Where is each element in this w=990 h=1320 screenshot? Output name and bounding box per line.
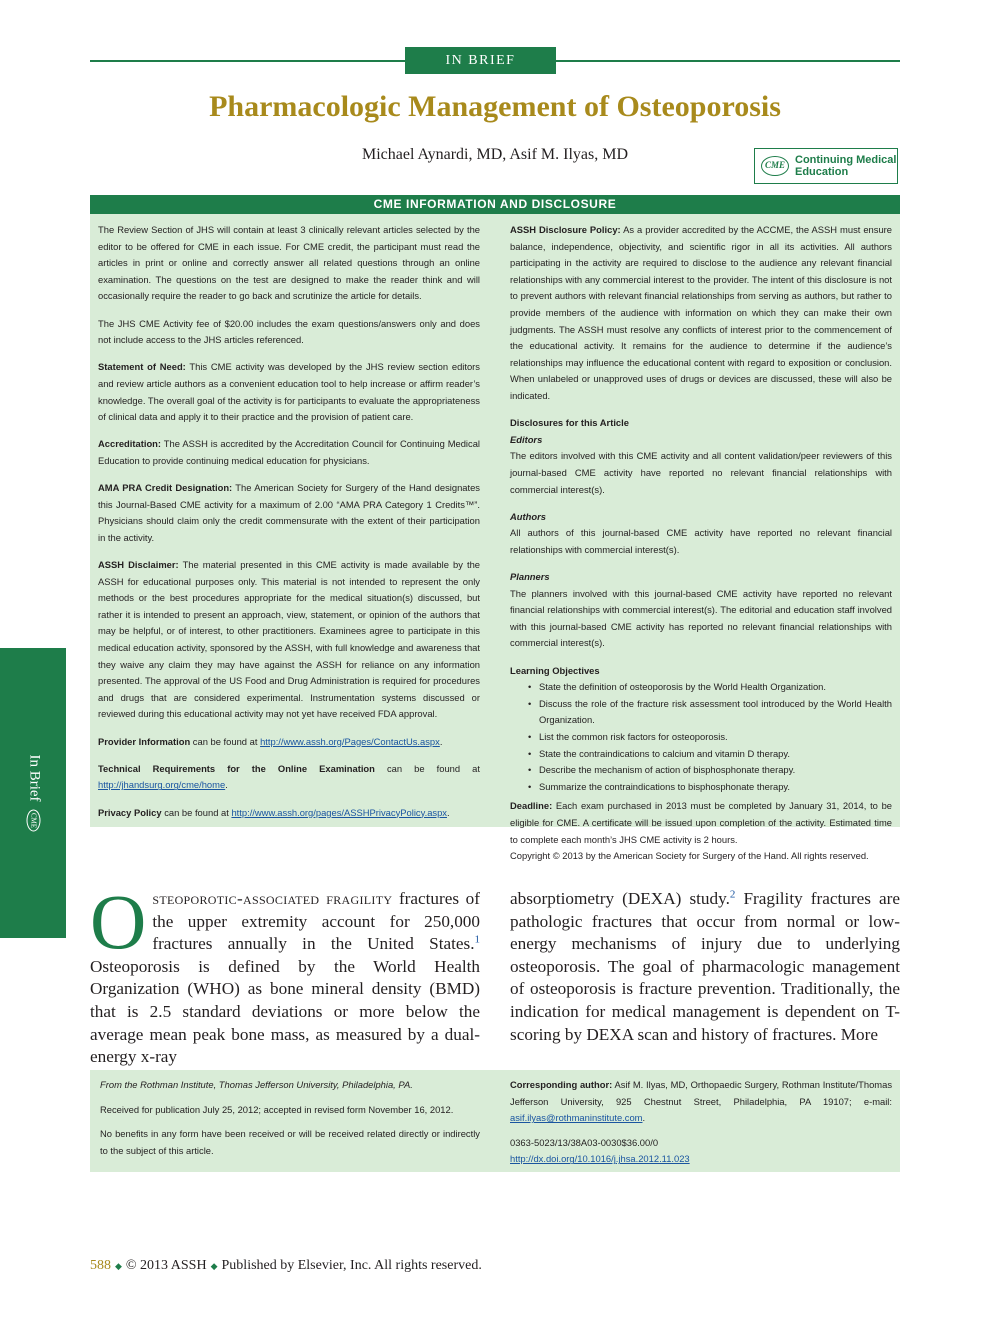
disclosure-label: ASSH Disclosure Policy: (510, 224, 621, 235)
cme-badge-text (795, 154, 896, 178)
side-cme-icon: CME (27, 810, 41, 832)
ama-label: AMA PRA Credit Designation: (98, 482, 233, 494)
editors-heading: Editors (510, 433, 543, 445)
page-footer (90, 1258, 482, 1274)
ama-credit (98, 480, 480, 546)
page-number: 588 (90, 1258, 111, 1273)
article-title: Pharmacologic Management of Osteoporosis (209, 90, 781, 123)
footnote-panel (90, 1070, 900, 1172)
list-item: • State the contraindications to calcium and vitamin D therapy. (510, 746, 892, 763)
diamond-icon: ◆ (115, 1261, 122, 1271)
privacy-label: Privacy Policy (98, 806, 162, 818)
benefits-statement: No benefits in any form have been received or will be received related directly or indirectly to the subject of this article. (100, 1128, 480, 1156)
disclosures-heading: Disclosures for this Article (510, 417, 629, 429)
fee-text: The JHS CME Activity fee of $20.00 includes the exam questions/answers only and does not include access to the JHS articles referenced. (98, 317, 480, 346)
list-item: • List the common risk factors for osteoporosis. (510, 729, 892, 746)
cme-badge (754, 148, 898, 184)
disclaimer-text: The material presented in this CME activity is made available by the ASSH for educational purposes only. This material is not intended to represent the only methods or the best procedures appropriate for the medical situation(s) discussed, but rather it is intended to present an approach, view, statement, or opinion of the authors that may be helpful, or of interest, to other practitioners. Examinees agree to participate in this medical education activity, sponsored by the ASSH, with full knowledge and awareness that they waive any claim they may have against the ASSH for reliance on any information presented. The approval of the US Food and Drug Administration is required for procedures and drugs that are considered experimental. Instrumentation systems discussed or reviewed during this educational activity may not yet have received FDA approval. (98, 559, 480, 720)
disclaimer-label: ASSH Disclaimer: (98, 559, 179, 571)
list-item: • Summarize the contraindications to bisphosphonate therapy. (510, 779, 892, 796)
need-label: Statement of Need: (98, 361, 186, 373)
body-column-left (90, 878, 480, 1069)
tech-end: . (225, 779, 228, 791)
authors-text: All authors of this journal-based CME activity have reported no relevant financial relationships with commercial interest(s). (510, 527, 892, 555)
provider-link[interactable]: http://www.assh.org/Pages/ContactUs.aspx (260, 735, 440, 747)
body-text-1a: fractures of the upper extremity account for 250,000 fractures annually in the United States. (152, 889, 480, 954)
body-text-1b: Osteoporosis is defined by the World Health Organization (WHO) as bone mineral density (BMD) that is 2.5 standard deviations or more below the average mean peak bone mass, as measured by a dual-energy x-ray (90, 956, 480, 1067)
privacy-text: can be found at (161, 806, 232, 818)
doi-link[interactable]: http://dx.doi.org/10.1016/j.jhsa.2012.11.023 (510, 1153, 690, 1165)
deadline-text: Each exam purchased in 2013 must be completed by January 31, 2014, to be eligible for CME. A certificate will be issued upon completion of the activity. Estimated time to complete each month’s JHS CME activity is 2 hours. (510, 800, 892, 845)
cme-badge-line1: Continuing Medical (795, 154, 897, 166)
objectives-list (510, 679, 892, 795)
cme-panel-left-column (98, 222, 480, 821)
received-date: Received for publication July 25, 2012; accepted in revised form November 16, 2012. (100, 1103, 454, 1115)
panel-copyright: Copyright © 2013 by the American Society for Surgery of the Hand. All rights reserved. (510, 850, 869, 862)
technical-requirements (98, 761, 480, 794)
provider-text: can be found at (190, 735, 261, 747)
footnote-left (100, 1077, 480, 1159)
tech-label: Technical Requirements for the Online Examination (98, 762, 375, 774)
provider-label: Provider Information (98, 735, 191, 747)
list-item: • Describe the mechanism of action of bisphosphonate therapy. (510, 762, 892, 779)
tech-text: can be found at (374, 762, 480, 774)
drop-cap: O (90, 878, 147, 965)
corr-end: . (642, 1112, 646, 1124)
footer-publisher: Published by Elsevier, Inc. All rights reserved. (221, 1258, 482, 1273)
diamond-icon: ◆ (210, 1261, 218, 1271)
section-label: IN BRIEF (405, 47, 556, 74)
privacy-policy (98, 805, 480, 822)
need-text: This CME activity was developed by the JHS review section editors and review article authors as a convenient education tool to help increase or affirm reader’s knowledge. The overall goal of the activity is for participants to evaluate the appropriateness of clinical data and apply it to their practice and the provision of patient care. (98, 361, 480, 423)
corr-text: Asif M. Ilyas, MD, Orthopaedic Surgery, Rothman Institute/Thomas Jefferson University, 925 Chestnut Street, Philadelphia, PA 19107; e-mail: (510, 1079, 893, 1107)
accreditation-text: The ASSH is accredited by the Accreditation Council for Continuing Medical Education to provide continuing medical education for physicians. (98, 438, 480, 466)
reference-2[interactable]: 2 (729, 888, 736, 901)
body-smallcaps: steoporotic-associated fragility (152, 889, 393, 908)
footer-copyright: © 2013 ASSH (125, 1258, 207, 1273)
objectives-heading: Learning Objectives (510, 664, 600, 676)
planners-heading: Planners (510, 571, 550, 583)
editors-text: The editors involved with this CME activity and all content validation/peer reviewers of this journal-based CME activity have reported no relevant financial relationships with commercial interest(s). (510, 450, 892, 495)
cme-logo-icon: CME (761, 156, 789, 176)
provider-info (98, 734, 480, 751)
corresponding-author (510, 1077, 892, 1127)
privacy-link[interactable]: http://www.assh.org/pages/ASSHPrivacyPolicy.aspx (231, 806, 447, 818)
privacy-end: . (447, 806, 450, 818)
cme-panel-right-column (510, 222, 892, 865)
list-item: • State the definition of osteoporosis by the World Health Organization. (510, 679, 892, 696)
article-authors: Michael Aynardi, MD, Asif M. Ilyas, MD (361, 146, 629, 163)
accreditation-label: Accreditation: (98, 438, 162, 450)
corr-email-link[interactable]: asif.ilyas@rothmaninstitute.com (510, 1112, 643, 1124)
assh-disclaimer (98, 557, 480, 723)
cme-badge-line2: Education (795, 166, 849, 178)
reference-1[interactable]: 1 (474, 933, 480, 946)
tech-link[interactable]: http://jhandsurg.org/cme/home (98, 779, 226, 791)
accreditation (98, 436, 480, 469)
affiliation: From the Rothman Institute, Thomas Jefferson University, Philadelphia, PA. (100, 1079, 413, 1090)
body-text-2b: Fragility fractures are pathologic fractures that occur from normal or low-energy mechanisms of injury due to underlying osteoporosis. The goal of pharmacologic management of osteoporosis is fracture prevention. Traditionally, the indication for medical management is dependent on T-scoring by DEXA scan and history of fractures. More (510, 889, 901, 1044)
review-section-text: The Review Section of JHS will contain at least 3 clinically relevant articles selected by the editor to be offered for CME in each issue. For CME credit, the participant must read the articles in print or online and correctly answer all related questions through an online examination. The questions on the test are designed to make the reader think and will occasionally require the reader to go back and scrutinize the article for details. (98, 224, 480, 302)
disclosure-text: As a provider accredited by the ACCME, the ASSH must ensure balance, independence, objectivity, and scientific rigor in all its activities. All authors participating in the activity are required to disclose to the audience any relevant financial relationships with any commercial interest to the provider. The intent of this disclosure is not to prevent authors with relevant financial relationships from serving as authors, but rather to provide members of the audience with information on which they can make their own judgments. The ASSH must resolve any conflicts of interest prior to the commencement of the educational activity. It remains for the audience to determine if the audience’s relationships may influence the educational content with regard to exposition or conclusion. When unlabeled or unapproved uses of drugs or devices are discussed, these will also be indicated. (510, 224, 892, 401)
list-item: • Discuss the role of the fracture risk assessment tool introduced by the World Health Organization. (510, 696, 892, 729)
footnote-right (510, 1077, 892, 1168)
issn: 0363-5023/13/38A03-0030$36.00/0 (510, 1136, 659, 1148)
side-tab-label (26, 754, 43, 831)
side-tab-text: In Brief (26, 754, 43, 802)
ama-text: The American Society for Surgery of the Hand designates this Journal-Based CME activity for a maximum of 2.00 “AMA PRA Category 1 Credits™”. Physicians should claim only the credit commensurate with the extent of their participation in the activity. (98, 482, 480, 543)
deadline (510, 798, 892, 848)
disclosure-policy (510, 222, 892, 405)
corr-label: Corresponding author: (510, 1079, 613, 1090)
planners-text: The planners involved with this journal-based CME activity have reported no relevant financial relationships with commercial interest(s). The editorial and education staff involved with this journal-based CME activity has reported no relevant financial relationships with commercial interest(s). (510, 587, 892, 649)
statement-of-need (98, 359, 480, 425)
cme-panel-header: CME INFORMATION AND DISCLOSURE (90, 195, 900, 214)
body-column-right (510, 888, 900, 1046)
body-text-2a: absorptiometry (DEXA) study. (510, 889, 730, 908)
deadline-label: Deadline: (510, 800, 553, 812)
authors-heading: Authors (510, 510, 546, 522)
provider-end: . (439, 735, 443, 747)
cme-panel (90, 195, 900, 862)
